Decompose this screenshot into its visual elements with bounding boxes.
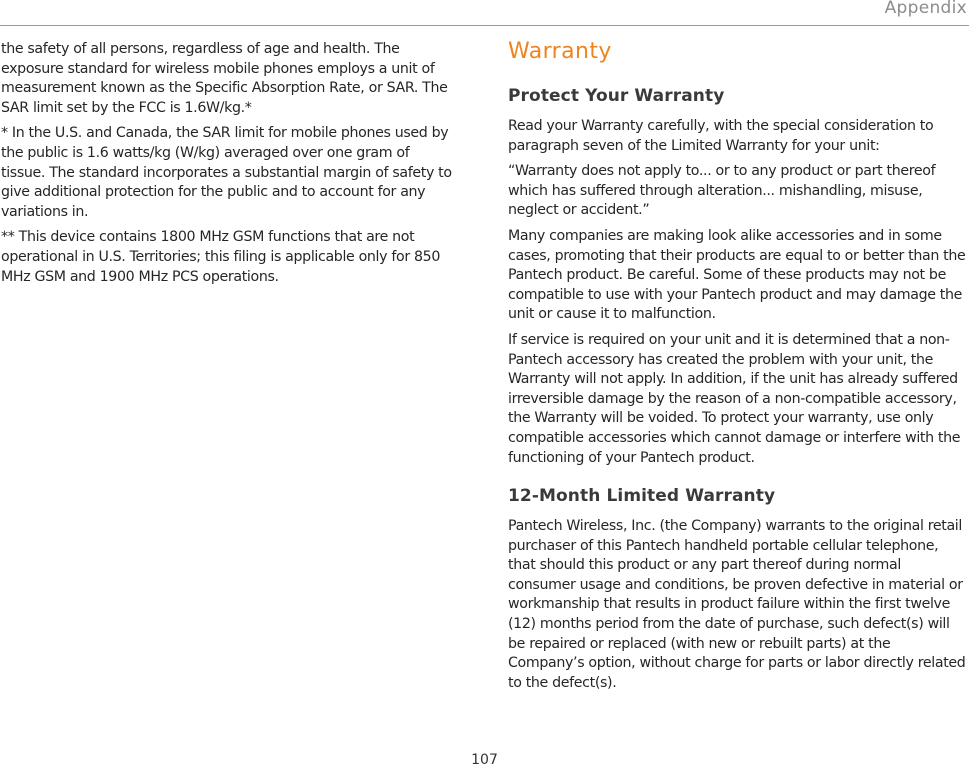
protect-paragraph-4: If service is required on your unit and it is determined that a non-Pantech accessory has created the problem with your unit, the Warranty will not apply. In addition, if the unit has already suffered irreversible damage by the reason of a non-compatible accessory, the Warranty will be voided. To protect your warranty, use only compatible accessories which cannot damage or interfere with the functioning of your Pantech product.	[508, 331, 961, 466]
protect-paragraph-1: Read your Warranty carefully, with the special consideration to paragraph seven of the Limited Warranty for your unit:	[508, 118, 934, 154]
limited-paragraph-1: Pantech Wireless, Inc. (the Company) warrants to the original retail purchaser of this Pantech handheld portable cellular telephone, that should this product or any part thereof during normal consumer usage and conditions, be proven defective in material or workmanship that results in product failure within the first twelve (12) months period from the date of purchase, such defect(s) will be repaired or replaced (with new or rebuilt parts) at the Company’s option, without charge for parts or labor directly related to the defect(s).	[508, 518, 966, 691]
left-column	[1, 40, 453, 293]
page-header-title: Appendix	[884, 0, 967, 18]
page-number: 107	[471, 752, 498, 768]
sar-footnote-2: ** This device contains 1800 MHz GSM functions that are not operational in U.S. Territories; this filing is applicable only for 850 MHz GSM and 1900 MHz PCS operations.	[1, 229, 440, 285]
right-column	[508, 36, 969, 699]
sar-footnote-1: * In the U.S. and Canada, the SAR limit for mobile phones used by the public is 1.6 watts/kg (W/kg) averaged over one gram of tissue. The standard incorporates a substantial margin of safety to give additional protection for the public and to account for any variations in.	[1, 125, 452, 220]
section-title-warranty: Warranty	[508, 39, 612, 64]
protect-paragraph-3: Many companies are making look alike accessories and in some cases, promoting that their products are equal to or better than the Pantech product. Be careful. Some of these products may not be compatible to use with your Pantech product and may damage the unit or cause it to malfunction.	[508, 227, 966, 323]
sar-paragraph: the safety of all persons, regardless of age and health. The exposure standard for wireless mobile phones employs a unit of measurement known as the Specific Absorption Rate, or SAR. The SAR limit set by the FCC is 1.6W/kg.*	[1, 41, 448, 116]
header-divider	[0, 25, 969, 26]
protect-paragraph-2: “Warranty does not apply to... or to any product or part thereof which has suffered through alteration... mishandling, misuse, neglect or accident.”	[508, 163, 936, 219]
subheading-protect-your-warranty: Protect Your Warranty	[508, 86, 725, 106]
subheading-limited-warranty: 12-Month Limited Warranty	[508, 486, 776, 507]
